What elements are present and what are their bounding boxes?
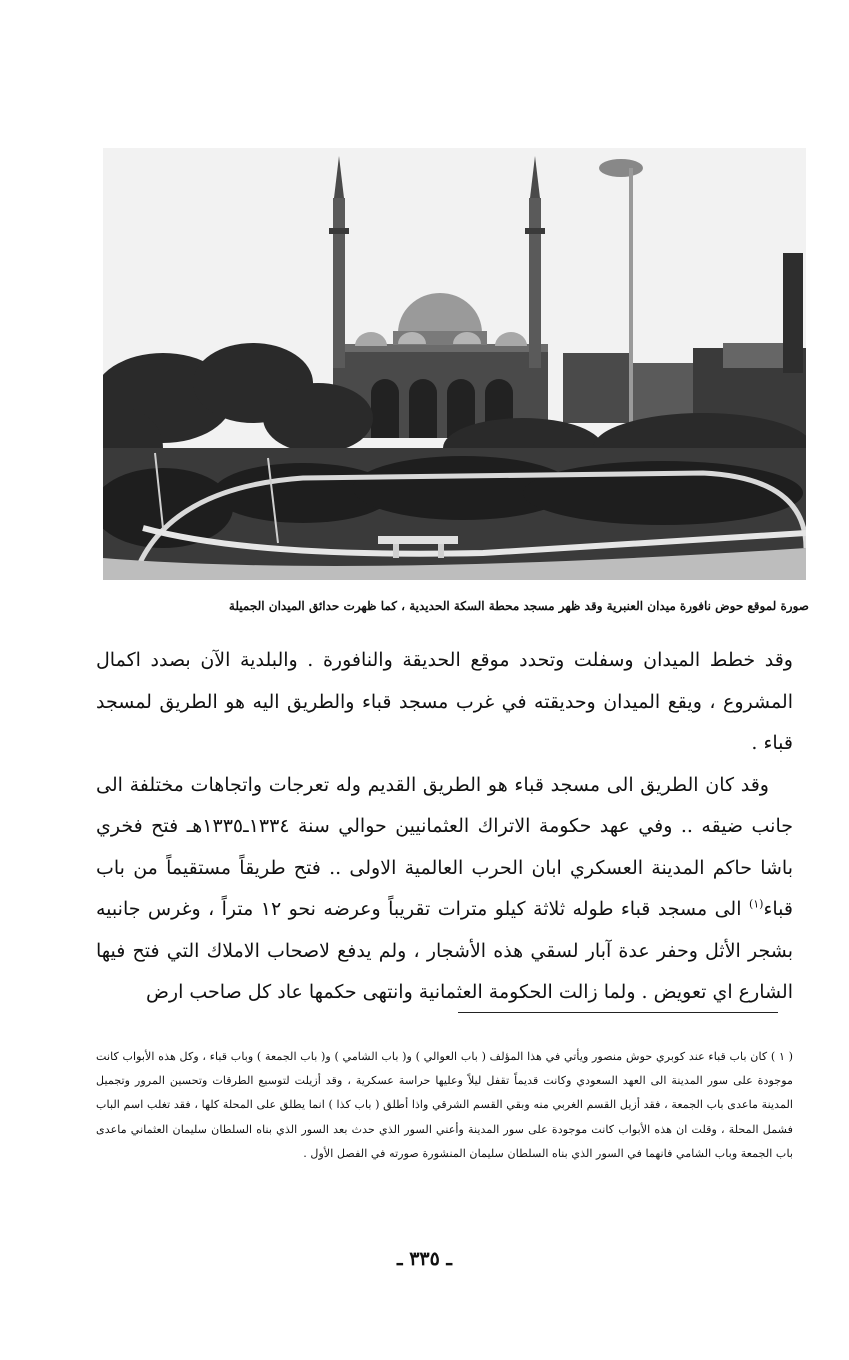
footnote: ( ١ ) كان باب قباء عند كوبري حوش منصور ويأتي في هذا المؤلف ( باب العوالي ) و( باب الشامي ) و( باب الجمعة ) وباب قباء ، وكل هذه الأبواب كانت موجودة على سور المدينة الى العهد السعودي وكانت قديماً تقفل ليلاً وعليها حراسة عسكرية ، وقد أزيلت لتوسيع الطرقات وتحسين المرور وتجميل المدينة ماعدى باب الجمعة ، فقد أزيل القسم الغربي منه وبقي القسم الشرقي واذا أطلق ( باب كذا ) انما يطلق على المحلة كلها ، فقد تغلب اسم الباب فشمل المحلة ، وقلت ان هذه الأبواب كانت موجودة على سور المدينة وأعني السور الذي حدث بعد السور الذي بناه السلطان سليمان العثماني ماعدى باب الجمعة وباب الشامي فانهما في السور الذي بناه السلطان سليمان المنشورة صورته في الفصل الأول . [96, 1050, 793, 1160]
photo-caption: صورة لموقع حوض نافورة ميدان العنبرية وقد ظهر مسجد محطة السكة الحديدية ، كما ظهرت حدائق الميدان الجميلة [228, 599, 809, 613]
paragraph: وقد خطط الميدان وسفلت وتحدد موقع الحديقة والنافورة . والبلدية الآن بصدد اكمال المشروع ، ويقع الميدان وحديقته في غرب مسجد قباء والطريق اليه هو الطريق لمسجد قباء . [96, 649, 793, 754]
footnote-divider [458, 1012, 778, 1013]
mosque-photo [103, 148, 806, 580]
paragraph-text: الى مسجد قباء طوله ثلاثة كيلو مترات تقريباً وعرضه نحو ١٢ متراً ، وغرس جانبيه بشجر الأثل وحفر عدة آبار لسقي هذه الأشجار ، ولم يدفع لاصحاب الاملاك التي فتح فيها الشارع اي تعويض . ولما زالت الحكومة العثمانية وانتهى حكمها عاد كل صاحب ارض [96, 898, 793, 1003]
footnote-marker: (١) [748, 897, 764, 911]
main-text [96, 640, 793, 1014]
page-number: ـ ٣٣٥ ـ [397, 1248, 452, 1270]
paragraph-text: وقد كان الطريق الى مسجد قباء هو الطريق القديم وله تعرجات واتجاهات مختلفة الى جانب ضيقه .. وفي عهد حكومة الاتراك العثمانيين حوالي سنة ١٣٣٤ـ١٣٣٥هـ فتح فخري باشا حاكم المدينة العسكري ابان الحرب العالمية الاولى .. فتح طريقاً مستقيماً من باب قباء [96, 773, 793, 920]
paragraph [96, 765, 793, 1014]
